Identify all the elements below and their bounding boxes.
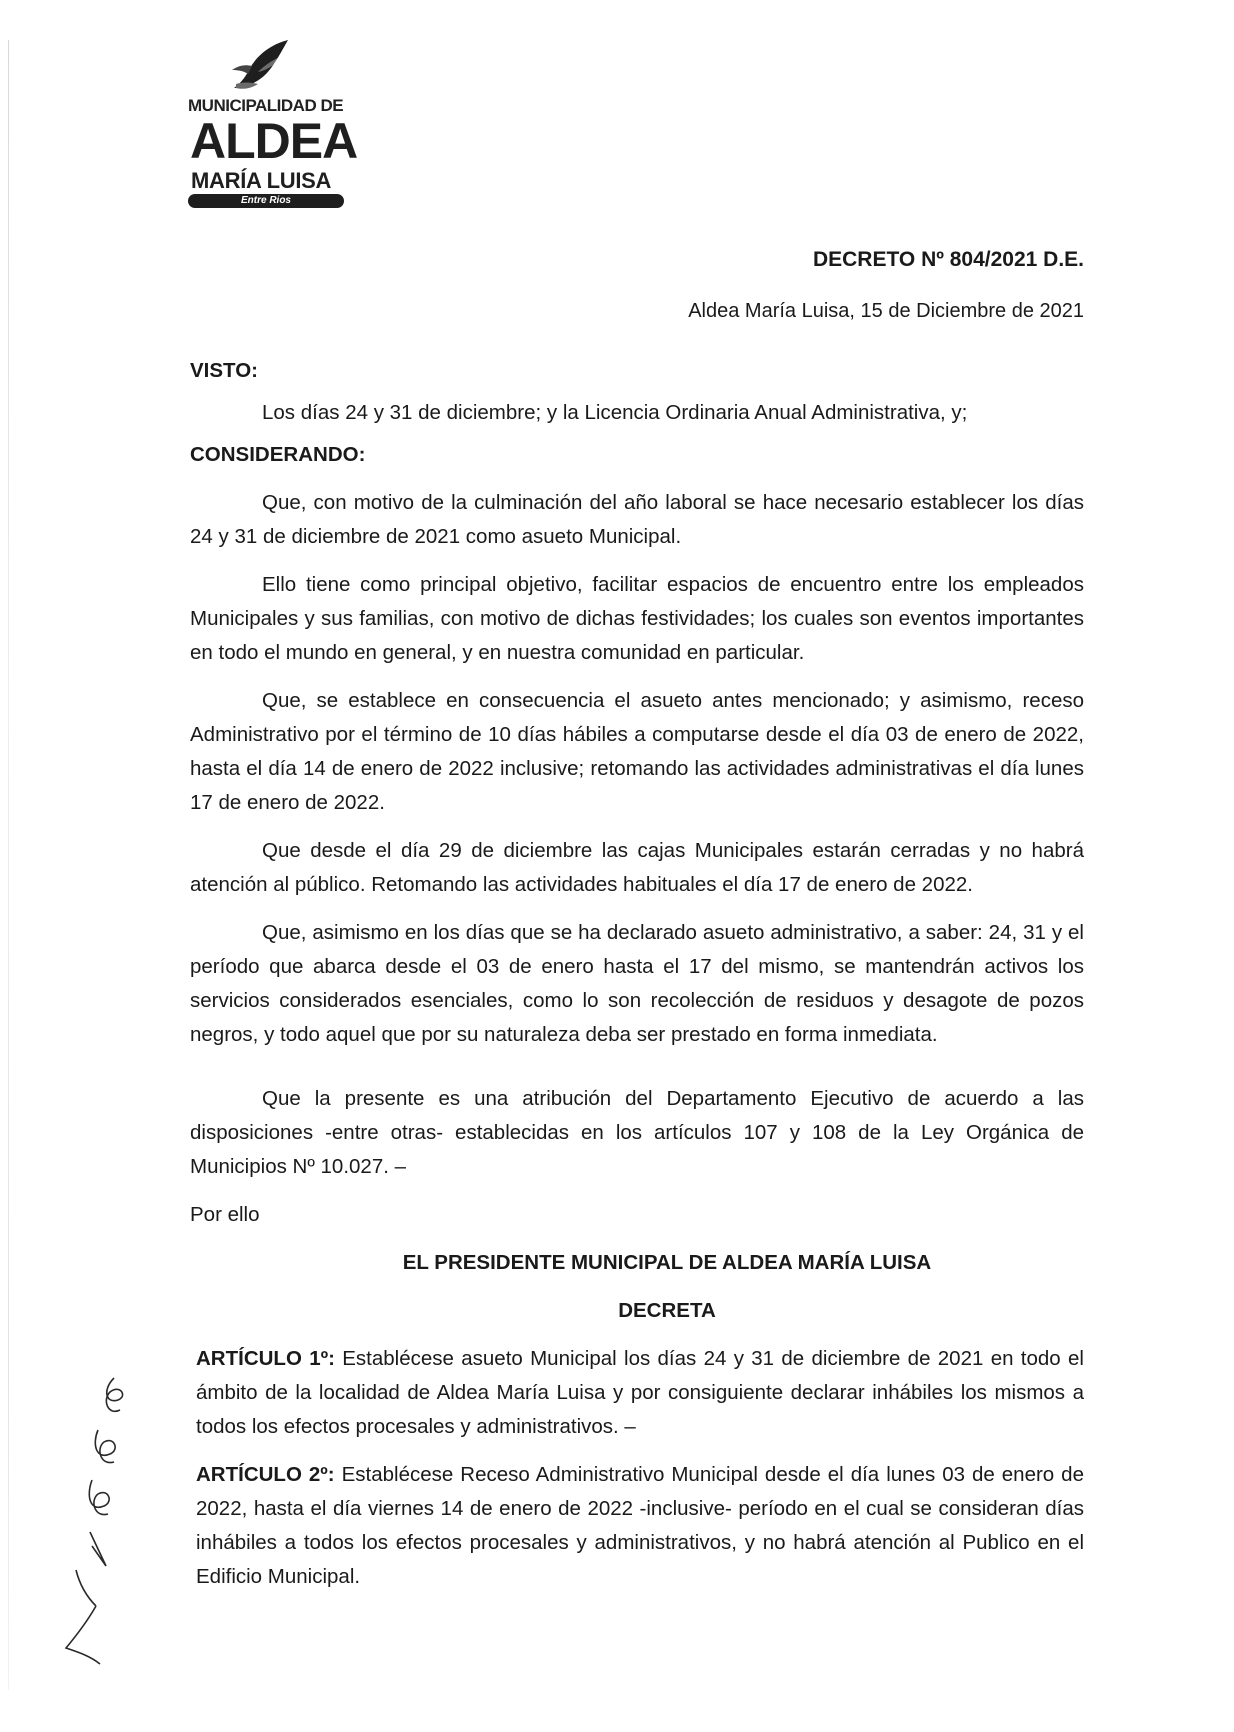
logo-province-bar — [188, 194, 344, 208]
considerando-paragraph-6: Que la presente es una atribución del Departamento Ejecutivo de acuerdo a las disposiciones -entre otras- establecidas en los artículos 107 y 108 de la Ley Orgánica de Municipios Nº 10.027. – — [190, 1087, 1084, 1178]
article-1-text: Establécese asueto Municipal los días 24 y 31 de diciembre de 2021 en todo el ámbito de la localidad de Aldea María Luisa y por consiguiente declarar inhábiles los mismos a todos los efectos procesales y administrativos. – — [196, 1347, 1084, 1438]
visto-heading: VISTO: — [190, 359, 258, 382]
logo-text-province: Entre Rios — [240, 195, 291, 206]
considerando-heading: CONSIDERANDO: — [190, 443, 366, 466]
municipality-logo — [188, 38, 358, 208]
authority-heading: EL PRESIDENTE MUNICIPAL DE ALDEA MARÍA LUISA — [402, 1251, 932, 1274]
handwritten-signature — [62, 1370, 142, 1670]
scan-edge-shadow — [8, 40, 9, 1690]
logo-text-aldea: ALDEA — [190, 113, 358, 169]
article-2-label: ARTÍCULO 2º: — [196, 1463, 335, 1486]
logo-emblem-icon — [228, 38, 292, 92]
visto-text: Los días 24 y 31 de diciembre; y la Licencia Ordinaria Anual Administrativa, y; — [262, 401, 968, 424]
logo-text-maria-luisa: MARÍA LUISA — [191, 168, 332, 193]
article-2-text: Establécese Receso Administrativo Municipal desde el día lunes 03 de enero de 2022, hasta el día viernes 14 de enero de 2022 -inclusive- período en el cual se consideran días inhábiles a todos los efectos procesales y administrativos, y no habrá atención al Publico en el Edificio Municipal. — [196, 1463, 1084, 1588]
considerando-paragraph-5: Que, asimismo en los días que se ha declarado asueto administrativo, a saber: 24, 31 y el período que abarca desde el 03 de enero hasta el 17 del mismo, se mantendrán activos los servicios considerados esenciales, como lo son recolección de residuos y desagote de pozos negros, y todo aquel que por su naturaleza deba ser prestado en forma inmediata. — [190, 921, 1084, 1046]
document-body — [190, 354, 1084, 1594]
por-ello-text: Por ello — [190, 1203, 260, 1226]
considerando-paragraph-1: Que, con motivo de la culminación del año laboral se hace necesario establecer los días 24 y 31 de diciembre de 2021 como asueto Municipal. — [190, 491, 1084, 548]
decreta-heading: DECRETA — [618, 1299, 716, 1322]
decree-number: DECRETO Nº 804/2021 D.E. — [812, 248, 1084, 271]
article-1 — [190, 1342, 1084, 1444]
considerando-paragraph-3: Que, se establece en consecuencia el asueto antes mencionado; y asimismo, receso Administrativo por el término de 10 días hábiles a computarse desde el día 03 de enero de 2022, hasta el día 14 de enero de 2022 inclusive; retomando las actividades administrativas el día lunes 17 de enero de 2022. — [190, 689, 1084, 814]
article-2 — [190, 1458, 1084, 1594]
article-1-label: ARTÍCULO 1º: — [196, 1347, 335, 1370]
logo-text-municipalidad: MUNICIPALIDAD DE — [188, 96, 344, 115]
decree-place-date: Aldea María Luisa, 15 de Diciembre de 2021 — [688, 300, 1084, 322]
considerando-paragraph-4: Que desde el día 29 de diciembre las cajas Municipales estarán cerradas y no habrá atención al público. Retomando las actividades habituales el día 17 de enero de 2022. — [190, 839, 1084, 896]
considerando-paragraph-2: Ello tiene como principal objetivo, facilitar espacios de encuentro entre los empleados Municipales y sus familias, con motivo de dichas festividades; los cuales son eventos importantes en todo el mundo en general, y en nuestra comunidad en particular. — [190, 573, 1084, 664]
